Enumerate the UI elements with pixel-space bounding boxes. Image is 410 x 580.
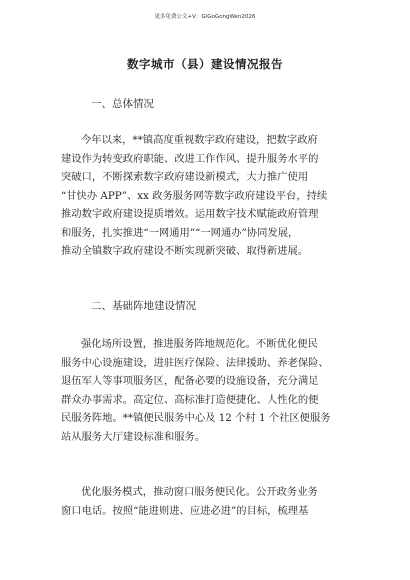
paragraph-line: 窗口电话。按照“能进则进、应进必进”的目标，梳理基 [61, 504, 309, 517]
section-heading-infrastructure: 二、基础阵地建设情况 [91, 300, 196, 312]
document-title: 数字城市（县）建设情况报告 [127, 57, 283, 71]
paragraph-line: 民服务阵地。**镇便民服务中心及 12 个村 1 个社区便服务 [61, 412, 331, 424]
paragraph-line: 建设作为转变政府职能、改进工作作风、提升服务水平的 [61, 152, 319, 165]
paragraph-line: “甘快办 APP”、xx 政务服务网等数字政府建设平台，持续 [61, 189, 328, 202]
paragraph-line: 服务中心设施建设，进驻医疗保险、法律援助、养老保险、 [61, 356, 329, 369]
paragraph-line: 推动数字政府建设提质增效。运用数字技术赋能政府管理 [61, 208, 319, 220]
paragraph-venue [61, 335, 351, 446]
paragraph-overview [61, 131, 351, 261]
paragraph-line: 群众办事需求。高定位、高标准打造便捷化、人性化的便 [61, 393, 319, 406]
paragraph-line: 站从服务大厅建设标准和服务。 [61, 430, 206, 443]
paragraph-line: 今年以来，**镇高度重视数字政府建设，把数字政府 [81, 134, 318, 146]
section-heading-overview: 一、总体情况 [91, 98, 154, 110]
paragraph-line: 和服务，扎实推进“一网通用”“一网通办”协同发展， [61, 226, 299, 239]
paragraph-line: 突破口，不断探索数字政府建设新模式，大力推广使用 [61, 171, 309, 183]
header-note: 更多免费公文+V：GlGoGongWen2026 [154, 14, 256, 20]
paragraph-line: 推动全镇数字政府建设不断实现新突破、取得新进展。 [61, 245, 309, 257]
paragraph-line: 强化场所设置，推进服务阵地规范化。不断优化便民 [81, 338, 318, 350]
paragraph-line: 退伍军人等事项服务区，配备必要的设施设备，充分满足 [61, 375, 319, 387]
paragraph-service-mode [61, 483, 351, 520]
paragraph-line: 优化服务模式，推动窗口服务便民化。公开政务业务 [81, 486, 318, 498]
